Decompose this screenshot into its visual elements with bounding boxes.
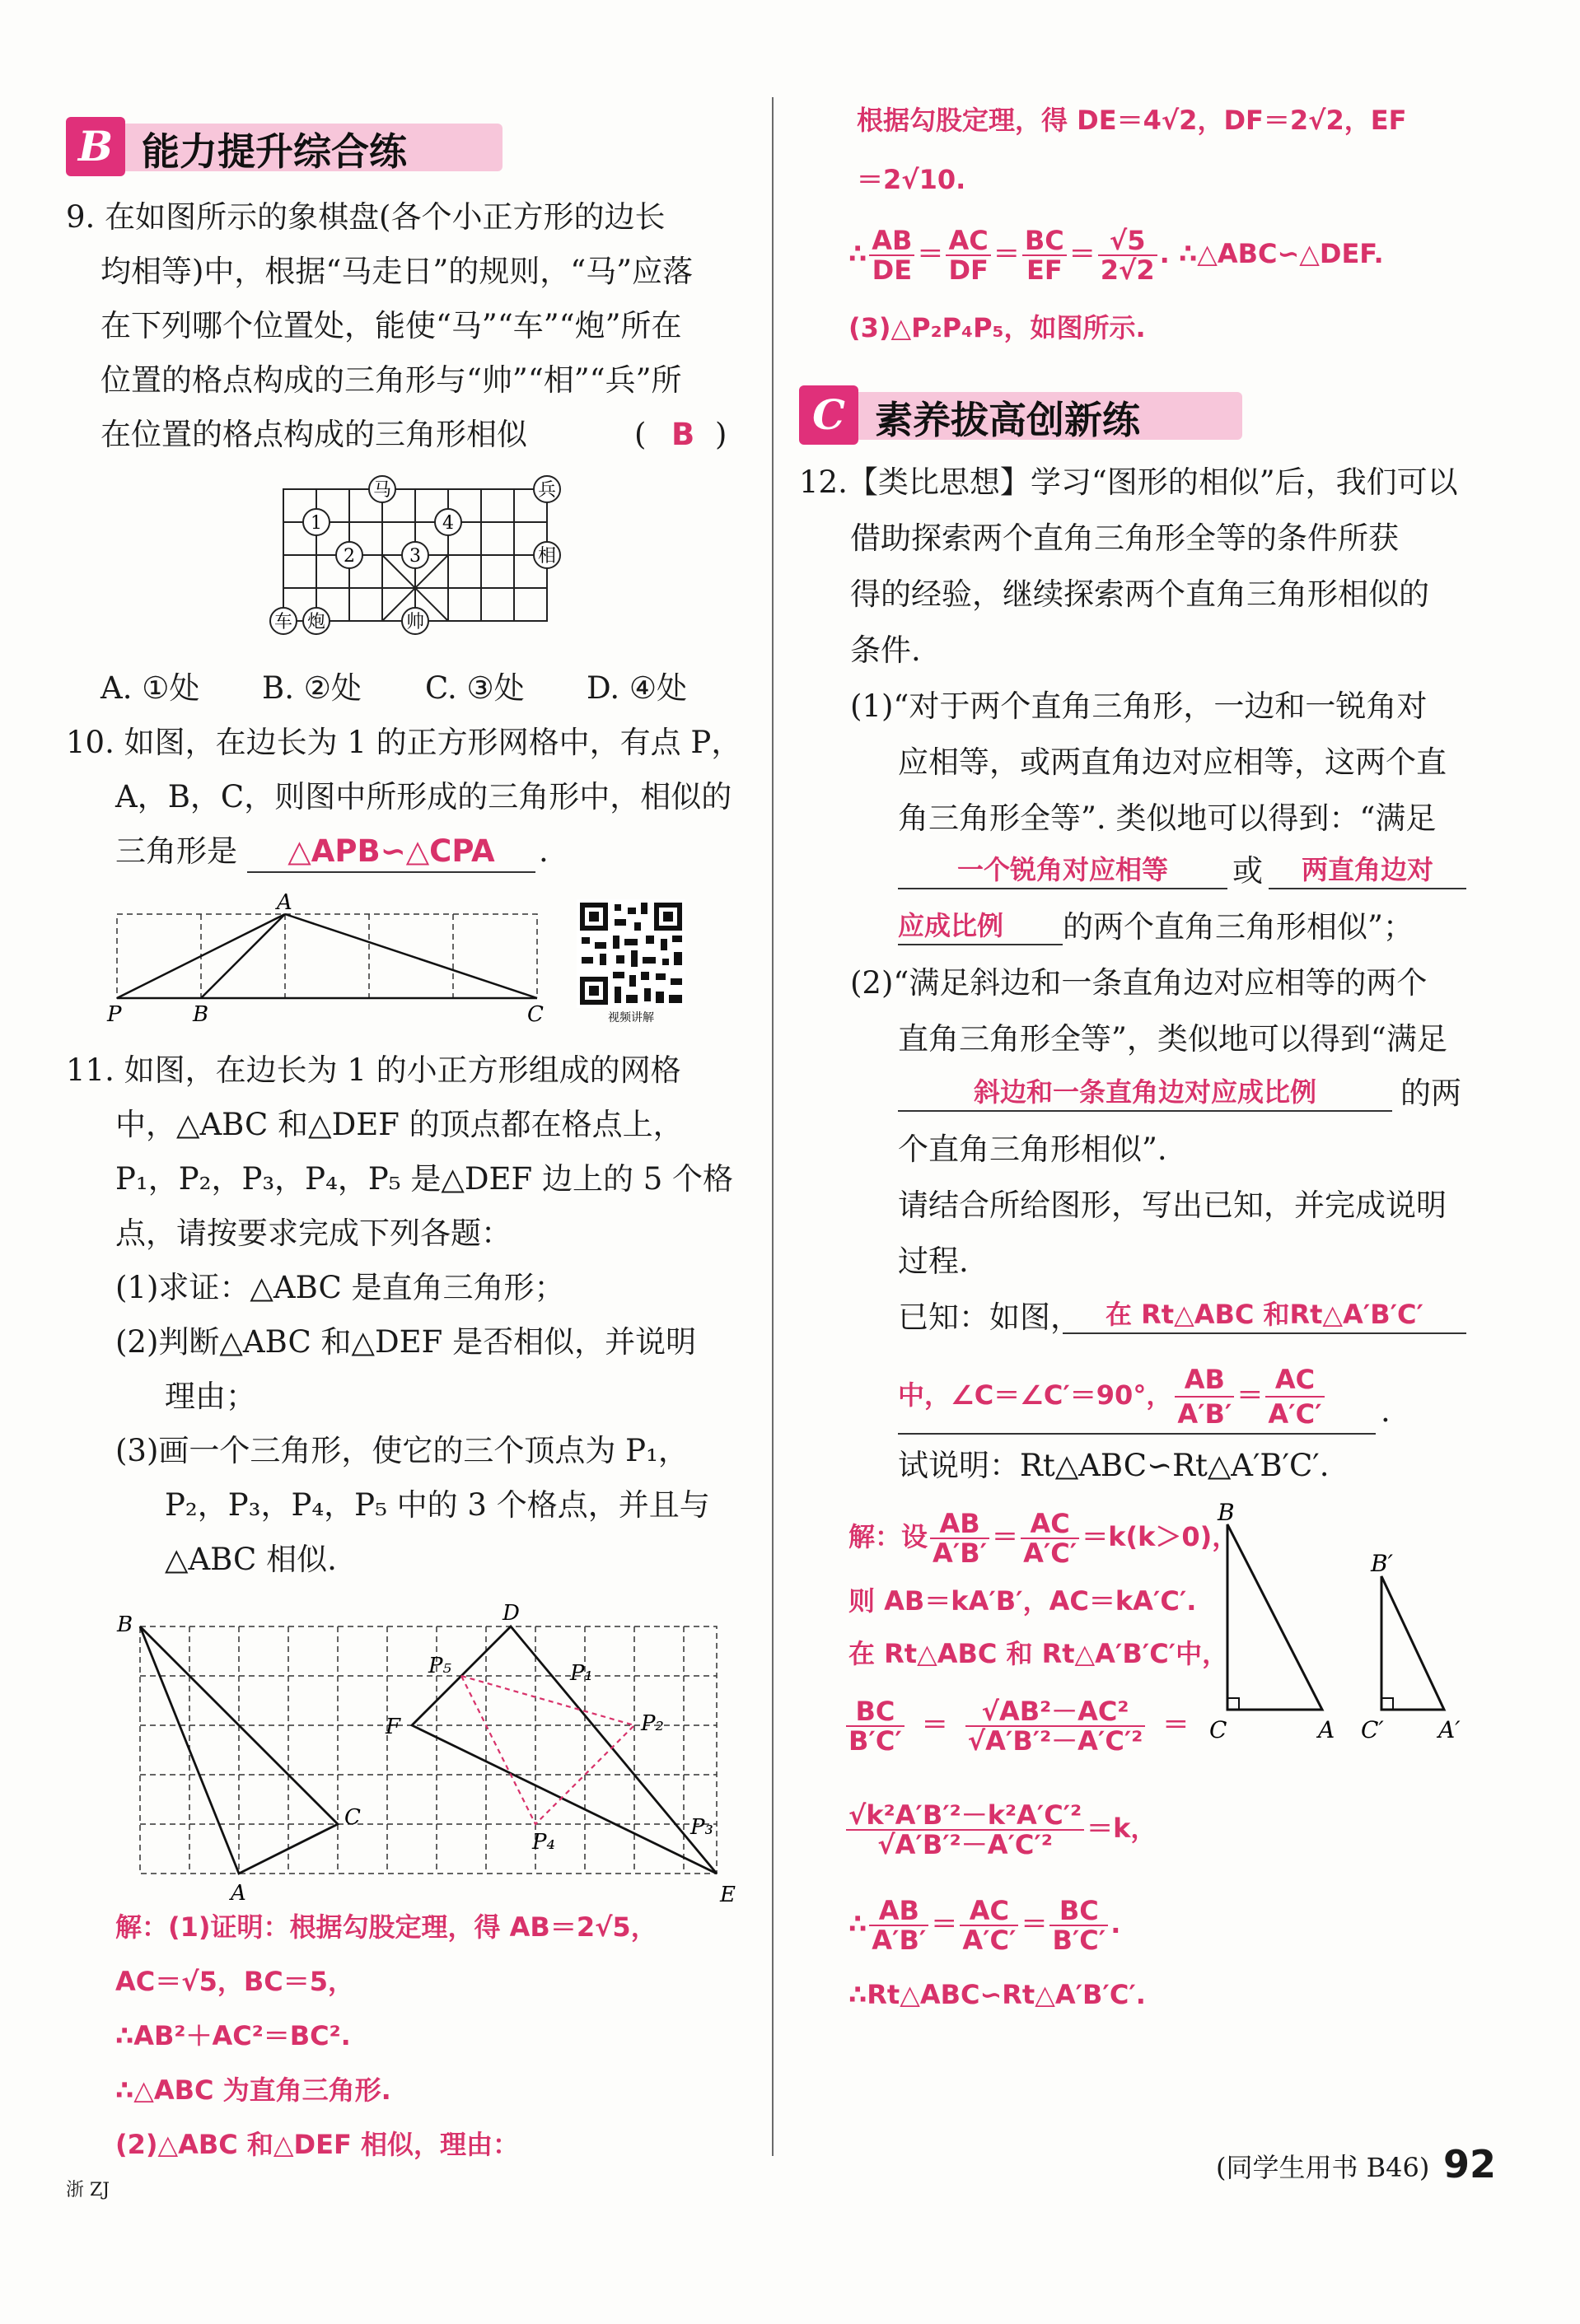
therefore-sign: ∴ <box>848 238 867 269</box>
frac-den: B′C′ <box>848 1725 902 1757</box>
dashed-grid <box>117 914 537 998</box>
frac-den: A′B′ <box>872 1925 927 1956</box>
frac-num: AB <box>869 226 914 256</box>
equals: ＝ <box>1162 1709 1190 1740</box>
q11-solution-line: (2)△ABC 和△DEF 相似，理由： <box>115 2129 519 2160</box>
q12-sol-line: ∴Rt△ABC∽Rt△A′B′C′. <box>848 1979 1146 2010</box>
q10-suffix: . <box>539 833 549 869</box>
q10-triangles <box>117 914 537 998</box>
q12-known-end: . <box>1381 1393 1391 1429</box>
section-title: 能力提升综合练 <box>142 129 407 174</box>
q12-sol-line <box>848 1504 1238 1570</box>
q10-prefix: 三角形是 <box>115 833 237 869</box>
section-b-banner <box>66 117 503 178</box>
label-c-prime: C′ <box>1361 1716 1384 1743</box>
qr-code-icon[interactable] <box>577 899 692 1023</box>
frac-num: AC <box>946 226 990 256</box>
q11-sol-ratio <box>848 222 1384 285</box>
piece-shuai: 帅 <box>405 612 425 632</box>
frac-den: A′B′ <box>933 1538 988 1569</box>
footer-left: 浙 ZJ <box>66 2180 110 2200</box>
equals: ＝ <box>1068 238 1096 269</box>
label-p2: P₂ <box>641 1711 664 1736</box>
triangle-abc <box>1227 1524 1322 1710</box>
q12-sol-line: 在 Rt△ABC 和 Rt△A′B′C′中， <box>848 1638 1229 1669</box>
q9-answer: B <box>671 417 695 452</box>
sol-prefix: 解：设 <box>848 1521 928 1552</box>
q11-sol-line: (3)△P₂P₄P₅，如图所示. <box>848 312 1146 343</box>
piece-bing: 兵 <box>537 480 557 501</box>
frac-num: AB <box>869 1897 928 1926</box>
q12-instruction: 请结合所给图形，写出已知，并完成说明 <box>898 1188 1447 1223</box>
ratio-tail: . ∴△ABC∽△DEF. <box>1159 238 1384 269</box>
known-angle: 中，∠C＝∠C′＝90°， <box>898 1379 1173 1411</box>
chess-board-figure <box>272 478 585 651</box>
label-b: B <box>117 1612 133 1637</box>
equals: ＝ <box>1021 1908 1048 1939</box>
q12-line: 得的经验，继续探索两个直角三角形相似的 <box>850 576 1429 612</box>
position-3: 3 <box>409 546 421 567</box>
q11-solution-line: ∴AB²＋AC²＝BC². <box>115 2020 351 2051</box>
frac-num: AC <box>1265 1363 1324 1398</box>
column-divider <box>772 97 774 2156</box>
piece-xiang: 相 <box>537 546 557 567</box>
q12-answer-1b: 两直角边对 <box>1269 852 1466 889</box>
label-b: B <box>1218 1499 1235 1526</box>
label-p3: P₃ <box>690 1815 713 1840</box>
q12-sub1: 应相等，或两直角边对应相等，这两个直 <box>898 744 1447 780</box>
frac-den: DE <box>872 254 913 286</box>
footer-reference: (同学生用书 B46) <box>1216 2152 1430 2183</box>
triangle-apbpcp <box>1381 1576 1444 1710</box>
q9-option-d: D. ④处 <box>587 670 688 706</box>
q12-or: 或 <box>1232 853 1263 889</box>
equals: ＝ <box>992 1521 1019 1552</box>
q9-paren-left: ( <box>634 417 647 452</box>
q9-option-b: B. ②处 <box>262 670 362 706</box>
label-b: B <box>193 1002 209 1027</box>
frac-den: √A′B′²－A′C′² <box>967 1725 1143 1757</box>
q12-sub2-end: 个直角三角形相似”. <box>898 1132 1167 1167</box>
q12-sub2: 直角三角形全等”，类似地可以得到“满足 <box>898 1021 1447 1057</box>
label-a: A <box>277 890 292 915</box>
section-c-banner <box>799 385 1244 446</box>
frac-den: EF <box>1026 254 1063 286</box>
therefore-sign: ∴ <box>848 1908 867 1939</box>
q10-answer: △APB∽△CPA <box>247 832 535 873</box>
q10-line: 10. 如图，在边长为 1 的正方形网格中，有点 P， <box>66 725 742 760</box>
label-a: A <box>231 1881 246 1906</box>
label-d: D <box>503 1601 520 1626</box>
q12-sub2: (2)“满足斜边和一条直角边对应相等的两个 <box>850 965 1428 1001</box>
q11-sub2: 理由； <box>165 1379 256 1414</box>
equals: ＝ <box>931 1908 958 1939</box>
triangle-def <box>412 1626 717 1874</box>
equals: ＝ <box>1236 1379 1264 1411</box>
right-triangles-figure <box>1203 1499 1475 1759</box>
q11-solution-line: AC＝√5，BC＝5， <box>115 1966 355 1997</box>
frac-den: A′C′ <box>962 1925 1017 1956</box>
label-e: E <box>720 1883 736 1907</box>
frac-num: √k²A′B′²－k²A′C′² <box>846 1801 1084 1831</box>
q11-sol-line: 根据勾股定理，得 DE＝4√2，DF＝2√2，EF <box>857 105 1407 136</box>
label-p5: P₅ <box>428 1654 451 1678</box>
frac-num: BC <box>1022 226 1067 256</box>
frac-num: √AB²－AC² <box>965 1697 1146 1727</box>
q12-known-answer-cont <box>898 1360 1327 1430</box>
q9-option-c: C. ③处 <box>425 670 525 706</box>
q9-line: 在位置的格点构成的三角形相似 <box>101 417 527 452</box>
q11-line: 点，请按要求完成下列各题： <box>115 1216 512 1251</box>
position-2: 2 <box>344 546 355 567</box>
page-number: 92 <box>1443 2142 1497 2186</box>
q11-solution-line: 解：(1)证明：根据勾股定理，得 AB＝2√5， <box>115 1911 657 1943</box>
q12-line: 条件. <box>850 632 921 668</box>
label-f: F <box>386 1715 401 1739</box>
q12-sub1: 角三角形全等”. 类似地可以得到：“满足 <box>898 800 1437 836</box>
triangle-p2p4p5 <box>461 1676 634 1824</box>
sol-post: ＝k(k＞0)， <box>1082 1521 1239 1552</box>
q9-paren-right: ) <box>715 417 727 452</box>
q9-line: 均相等)中，根据“马走日”的规则，“马”应落 <box>101 254 694 289</box>
qr-caption: 视频讲解 <box>608 1011 654 1024</box>
section-letter: C <box>799 385 858 445</box>
label-c: C <box>527 1002 544 1027</box>
label-a: A <box>1318 1716 1335 1743</box>
q11-line: P₁，P₂，P₃，P₄，P₅ 是△DEF 边上的 5 个格 <box>115 1161 734 1197</box>
frac-den: B′C′ <box>1052 1925 1106 1956</box>
frac-num: BC <box>846 1697 905 1727</box>
q11-line: 中，△ABC 和△DEF 的顶点都在格点上， <box>115 1107 684 1142</box>
known-underline <box>898 1433 1376 1435</box>
q12-prove: 试说明：Rt△ABC∽Rt△A′B′C′. <box>898 1448 1330 1483</box>
q11-sub3: P₂，P₃，P₄，P₅ 中的 3 个格点，并且与 <box>165 1487 710 1523</box>
q12-line: 12.【类比思想】学习“图形的相似”后，我们可以 <box>799 464 1458 500</box>
q12-line: 借助探索两个直角三角形全等的条件所获 <box>850 520 1399 556</box>
frac-num: AB <box>930 1510 989 1539</box>
q12-known-prefix: 已知：如图， <box>898 1300 1081 1335</box>
right-angle-mark <box>1381 1698 1393 1710</box>
frac-den: √A′B′²－A′C′² <box>877 1829 1053 1860</box>
q12-sol-line <box>844 1795 1157 1861</box>
frac-den: 2√2 <box>1100 254 1155 286</box>
frac-num: BC <box>1049 1897 1108 1926</box>
position-4: 4 <box>442 513 454 534</box>
label-p4: P₄ <box>532 1830 555 1855</box>
equals: ＝ <box>921 1709 948 1740</box>
q10-line: A，B，C，则图中所形成的三角形中，相似的 <box>115 779 732 814</box>
frac-den: A′B′ <box>1177 1398 1232 1430</box>
frac-den: DF <box>948 254 989 286</box>
equals: ＝ <box>917 238 944 269</box>
frac-den: A′C′ <box>1023 1538 1077 1569</box>
q9-line: 在下列哪个位置处，能使“马”“车”“炮”所在 <box>101 308 682 343</box>
label-b-prime: B′ <box>1371 1550 1393 1577</box>
label-p1: P₁ <box>570 1661 593 1686</box>
section-title: 素养拔高创新练 <box>875 398 1140 442</box>
q11-sol-line: ＝2√10. <box>857 164 966 195</box>
frac-num: AC <box>960 1897 1018 1926</box>
sol-post: ＝k， <box>1087 1813 1157 1844</box>
q12-answer-2: 斜边和一条直角边对应成比例 <box>898 1074 1392 1112</box>
sol-post: . <box>1110 1908 1121 1939</box>
piece-pao: 炮 <box>306 612 326 632</box>
q11-grid-figure <box>107 1601 750 1907</box>
position-1: 1 <box>311 513 322 534</box>
q12-sol-line: 则 AB＝kA′B′，AC＝kA′C′. <box>848 1585 1197 1617</box>
equals: ＝ <box>993 238 1020 269</box>
label-p: P <box>107 1002 122 1027</box>
q11-sub3: (3)画一个三角形，使它的三个顶点为 P₁， <box>115 1433 689 1468</box>
q9-option-a: A. ①处 <box>101 670 200 706</box>
section-letter: B <box>66 117 125 176</box>
q11-solution-line: ∴△ABC 为直角三角形. <box>115 2074 391 2106</box>
q9-line: 位置的格点构成的三角形与“帅”“相”“兵”所 <box>101 362 682 398</box>
frac-num: √5 <box>1098 226 1157 256</box>
q12-sol-line <box>844 1692 1189 1757</box>
frac-num: AC <box>1021 1510 1079 1539</box>
q12-sub1-tail: 的两个直角三角形相似”； <box>1063 909 1414 945</box>
q12-answer-1a: 一个锐角对应相等 <box>898 852 1227 889</box>
q12-sub1: (1)“对于两个直角三角形，一边和一锐角对 <box>850 688 1428 724</box>
q12-known-answer: 在 Rt△ABC 和Rt△A′B′C′ <box>1063 1296 1466 1334</box>
q11-sub2: (2)判断△ABC 和△DEF 是否相似，并说明 <box>115 1324 697 1360</box>
q12-instruction: 过程. <box>898 1244 969 1279</box>
q11-sub1: (1)求证：△ABC 是直角三角形； <box>115 1270 565 1305</box>
q11-line: 11. 如图，在边长为 1 的小正方形组成的网格 <box>66 1052 681 1088</box>
q12-sol-line <box>848 1891 1120 1957</box>
q10-grid-figure <box>99 889 560 1029</box>
q9-line: 9. 在如图所示的象棋盘(各个小正方形的边长 <box>66 199 666 235</box>
q12-answer-1b-cont: 应成比例 <box>898 908 1063 945</box>
label-c: C <box>1209 1716 1227 1743</box>
frac-den: A′C′ <box>1268 1398 1322 1430</box>
label-c: C <box>344 1805 361 1830</box>
label-a-prime: A′ <box>1438 1716 1461 1743</box>
q12-sub2-tail: 的两 <box>1400 1076 1461 1111</box>
q11-sub3: △ABC 相似. <box>165 1542 337 1577</box>
piece-che: 车 <box>273 612 293 632</box>
right-angle-mark <box>1227 1698 1239 1710</box>
piece-ma: 马 <box>372 480 392 501</box>
frac-num: AB <box>1175 1363 1234 1398</box>
